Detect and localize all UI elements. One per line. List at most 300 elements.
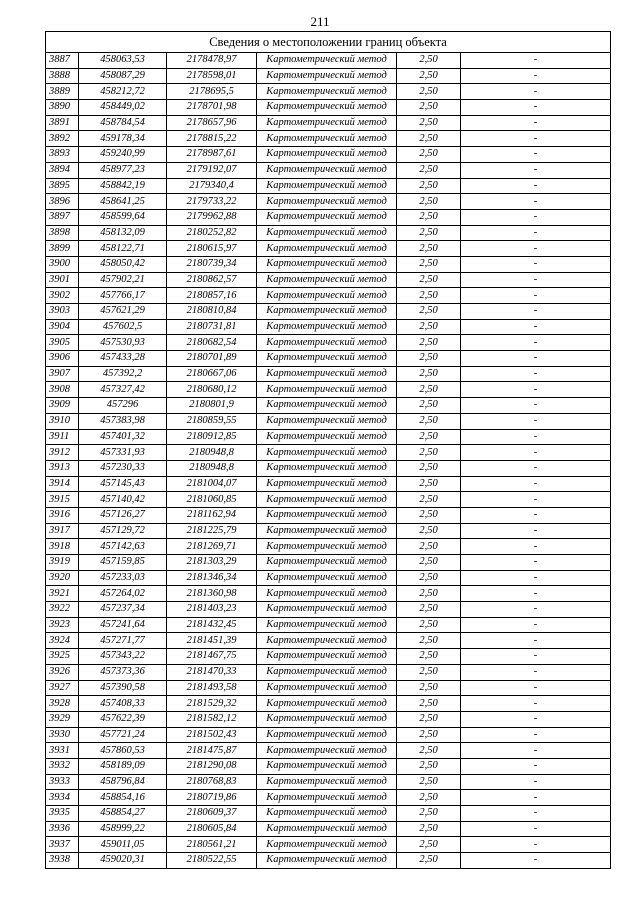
point-number-cell: 3928 xyxy=(46,696,79,712)
accuracy-cell: 2,50 xyxy=(397,711,461,727)
point-number-cell: 3888 xyxy=(46,68,79,84)
accuracy-cell: 2,50 xyxy=(397,351,461,367)
y-coordinate-cell: 2181269,71 xyxy=(167,539,257,555)
method-cell: Картометрический метод xyxy=(257,68,397,84)
description-cell: - xyxy=(461,382,611,398)
description-cell: - xyxy=(461,445,611,461)
point-number-cell: 3917 xyxy=(46,523,79,539)
y-coordinate-cell: 2181467,75 xyxy=(167,649,257,665)
table-row xyxy=(46,696,611,712)
y-coordinate-cell: 2181346,34 xyxy=(167,570,257,586)
x-coordinate-cell: 458999,22 xyxy=(79,821,167,837)
y-coordinate-cell: 2181004,07 xyxy=(167,476,257,492)
y-coordinate-cell: 2181502,43 xyxy=(167,727,257,743)
y-coordinate-cell: 2178987,61 xyxy=(167,147,257,163)
y-coordinate-cell: 2181451,39 xyxy=(167,633,257,649)
description-cell: - xyxy=(461,398,611,414)
accuracy-cell: 2,50 xyxy=(397,680,461,696)
point-number-cell: 3899 xyxy=(46,241,79,257)
point-number-cell: 3933 xyxy=(46,774,79,790)
point-number-cell: 3889 xyxy=(46,84,79,100)
x-coordinate-cell: 457230,33 xyxy=(79,460,167,476)
method-cell: Картометрический метод xyxy=(257,790,397,806)
y-coordinate-cell: 2180768,83 xyxy=(167,774,257,790)
accuracy-cell: 2,50 xyxy=(397,649,461,665)
point-number-cell: 3919 xyxy=(46,555,79,571)
method-cell: Картометрический метод xyxy=(257,84,397,100)
description-cell: - xyxy=(461,806,611,822)
method-cell: Картометрический метод xyxy=(257,633,397,649)
x-coordinate-cell: 457392,2 xyxy=(79,366,167,382)
point-number-cell: 3912 xyxy=(46,445,79,461)
table-row xyxy=(46,429,611,445)
y-coordinate-cell: 2180912,85 xyxy=(167,429,257,445)
method-cell: Картометрический метод xyxy=(257,586,397,602)
method-cell: Картометрический метод xyxy=(257,774,397,790)
table-row xyxy=(46,241,611,257)
y-coordinate-cell: 2179733,22 xyxy=(167,194,257,210)
method-cell: Картометрический метод xyxy=(257,617,397,633)
description-cell: - xyxy=(461,288,611,304)
y-coordinate-cell: 2178657,96 xyxy=(167,115,257,131)
description-cell: - xyxy=(461,853,611,869)
method-cell: Картометрический метод xyxy=(257,319,397,335)
description-cell: - xyxy=(461,225,611,241)
description-cell: - xyxy=(461,413,611,429)
accuracy-cell: 2,50 xyxy=(397,602,461,618)
accuracy-cell: 2,50 xyxy=(397,209,461,225)
y-coordinate-cell: 2180801,9 xyxy=(167,398,257,414)
method-cell: Картометрический метод xyxy=(257,351,397,367)
method-cell: Картометрический метод xyxy=(257,366,397,382)
method-cell: Картометрический метод xyxy=(257,382,397,398)
y-coordinate-cell: 2180252,82 xyxy=(167,225,257,241)
description-cell: - xyxy=(461,743,611,759)
method-cell: Картометрический метод xyxy=(257,727,397,743)
table-row xyxy=(46,617,611,633)
accuracy-cell: 2,50 xyxy=(397,115,461,131)
x-coordinate-cell: 458132,09 xyxy=(79,225,167,241)
table-row xyxy=(46,382,611,398)
table-row xyxy=(46,335,611,351)
x-coordinate-cell: 457621,29 xyxy=(79,304,167,320)
y-coordinate-cell: 2181360,98 xyxy=(167,586,257,602)
description-cell: - xyxy=(461,256,611,272)
table-row xyxy=(46,570,611,586)
y-coordinate-cell: 2180719,86 xyxy=(167,790,257,806)
y-coordinate-cell: 2181162,94 xyxy=(167,507,257,523)
point-number-cell: 3891 xyxy=(46,115,79,131)
method-cell: Картометрический метод xyxy=(257,507,397,523)
table-row xyxy=(46,539,611,555)
table-row xyxy=(46,53,611,69)
table-row xyxy=(46,131,611,147)
table-body xyxy=(46,53,611,869)
point-number-cell: 3903 xyxy=(46,304,79,320)
table-row xyxy=(46,351,611,367)
y-coordinate-cell: 2181475,87 xyxy=(167,743,257,759)
table-row xyxy=(46,853,611,869)
method-cell: Картометрический метод xyxy=(257,288,397,304)
description-cell: - xyxy=(461,100,611,116)
point-number-cell: 3936 xyxy=(46,821,79,837)
description-cell: - xyxy=(461,366,611,382)
y-coordinate-cell: 2181403,23 xyxy=(167,602,257,618)
description-cell: - xyxy=(461,304,611,320)
method-cell: Картометрический метод xyxy=(257,115,397,131)
method-cell: Картометрический метод xyxy=(257,711,397,727)
y-coordinate-cell: 2180948,8 xyxy=(167,445,257,461)
accuracy-cell: 2,50 xyxy=(397,853,461,869)
x-coordinate-cell: 458087,29 xyxy=(79,68,167,84)
table-row xyxy=(46,492,611,508)
y-coordinate-cell: 2181582,12 xyxy=(167,711,257,727)
y-coordinate-cell: 2180739,34 xyxy=(167,256,257,272)
x-coordinate-cell: 458449,02 xyxy=(79,100,167,116)
x-coordinate-cell: 458050,42 xyxy=(79,256,167,272)
x-coordinate-cell: 459020,31 xyxy=(79,853,167,869)
method-cell: Картометрический метод xyxy=(257,806,397,822)
method-cell: Картометрический метод xyxy=(257,256,397,272)
x-coordinate-cell: 457159,85 xyxy=(79,555,167,571)
method-cell: Картометрический метод xyxy=(257,304,397,320)
table-row xyxy=(46,209,611,225)
description-cell: - xyxy=(461,523,611,539)
accuracy-cell: 2,50 xyxy=(397,68,461,84)
accuracy-cell: 2,50 xyxy=(397,492,461,508)
point-number-cell: 3894 xyxy=(46,162,79,178)
description-cell: - xyxy=(461,53,611,69)
y-coordinate-cell: 2181060,85 xyxy=(167,492,257,508)
y-coordinate-cell: 2180615,97 xyxy=(167,241,257,257)
x-coordinate-cell: 458212,72 xyxy=(79,84,167,100)
accuracy-cell: 2,50 xyxy=(397,727,461,743)
accuracy-cell: 2,50 xyxy=(397,790,461,806)
point-number-cell: 3925 xyxy=(46,649,79,665)
method-cell: Картометрический метод xyxy=(257,696,397,712)
table-row xyxy=(46,774,611,790)
method-cell: Картометрический метод xyxy=(257,664,397,680)
accuracy-cell: 2,50 xyxy=(397,539,461,555)
point-number-cell: 3926 xyxy=(46,664,79,680)
description-cell: - xyxy=(461,633,611,649)
method-cell: Картометрический метод xyxy=(257,445,397,461)
y-coordinate-cell: 2178478,97 xyxy=(167,53,257,69)
table-title-row xyxy=(46,32,611,53)
description-cell: - xyxy=(461,539,611,555)
table-row xyxy=(46,743,611,759)
description-cell: - xyxy=(461,429,611,445)
method-cell: Картометрический метод xyxy=(257,821,397,837)
x-coordinate-cell: 459011,05 xyxy=(79,837,167,853)
method-cell: Картометрический метод xyxy=(257,241,397,257)
y-coordinate-cell: 2180862,57 xyxy=(167,272,257,288)
point-number-cell: 3920 xyxy=(46,570,79,586)
description-cell: - xyxy=(461,460,611,476)
point-number-cell: 3931 xyxy=(46,743,79,759)
x-coordinate-cell: 457408,33 xyxy=(79,696,167,712)
table-row xyxy=(46,476,611,492)
y-coordinate-cell: 2180680,12 xyxy=(167,382,257,398)
table-row xyxy=(46,837,611,853)
description-cell: - xyxy=(461,555,611,571)
y-coordinate-cell: 2181493,58 xyxy=(167,680,257,696)
x-coordinate-cell: 457433,28 xyxy=(79,351,167,367)
accuracy-cell: 2,50 xyxy=(397,256,461,272)
method-cell: Картометрический метод xyxy=(257,413,397,429)
boundary-coordinates-table xyxy=(45,31,611,869)
point-number-cell: 3938 xyxy=(46,853,79,869)
method-cell: Картометрический метод xyxy=(257,147,397,163)
description-cell: - xyxy=(461,319,611,335)
description-cell: - xyxy=(461,68,611,84)
table-row xyxy=(46,680,611,696)
method-cell: Картометрический метод xyxy=(257,602,397,618)
y-coordinate-cell: 2180810,84 xyxy=(167,304,257,320)
table-row xyxy=(46,256,611,272)
accuracy-cell: 2,50 xyxy=(397,633,461,649)
table-row xyxy=(46,147,611,163)
method-cell: Картометрический метод xyxy=(257,335,397,351)
accuracy-cell: 2,50 xyxy=(397,241,461,257)
accuracy-cell: 2,50 xyxy=(397,758,461,774)
table-row xyxy=(46,821,611,837)
description-cell: - xyxy=(461,272,611,288)
y-coordinate-cell: 2178701,98 xyxy=(167,100,257,116)
point-number-cell: 3901 xyxy=(46,272,79,288)
table-row xyxy=(46,523,611,539)
point-number-cell: 3922 xyxy=(46,602,79,618)
description-cell: - xyxy=(461,649,611,665)
table-row xyxy=(46,162,611,178)
description-cell: - xyxy=(461,115,611,131)
method-cell: Картометрический метод xyxy=(257,131,397,147)
method-cell: Картометрический метод xyxy=(257,476,397,492)
y-coordinate-cell: 2179340,4 xyxy=(167,178,257,194)
accuracy-cell: 2,50 xyxy=(397,445,461,461)
point-number-cell: 3907 xyxy=(46,366,79,382)
description-cell: - xyxy=(461,758,611,774)
point-number-cell: 3904 xyxy=(46,319,79,335)
description-cell: - xyxy=(461,664,611,680)
description-cell: - xyxy=(461,774,611,790)
point-number-cell: 3897 xyxy=(46,209,79,225)
method-cell: Картометрический метод xyxy=(257,492,397,508)
accuracy-cell: 2,50 xyxy=(397,743,461,759)
point-number-cell: 3905 xyxy=(46,335,79,351)
x-coordinate-cell: 457142,63 xyxy=(79,539,167,555)
accuracy-cell: 2,50 xyxy=(397,272,461,288)
x-coordinate-cell: 458977,23 xyxy=(79,162,167,178)
y-coordinate-cell: 2181225,79 xyxy=(167,523,257,539)
x-coordinate-cell: 457902,21 xyxy=(79,272,167,288)
x-coordinate-cell: 457145,43 xyxy=(79,476,167,492)
y-coordinate-cell: 2180522,55 xyxy=(167,853,257,869)
point-number-cell: 3935 xyxy=(46,806,79,822)
y-coordinate-cell: 2181303,29 xyxy=(167,555,257,571)
y-coordinate-cell: 2179192,07 xyxy=(167,162,257,178)
y-coordinate-cell: 2180561,21 xyxy=(167,837,257,853)
method-cell: Картометрический метод xyxy=(257,680,397,696)
accuracy-cell: 2,50 xyxy=(397,821,461,837)
point-number-cell: 3929 xyxy=(46,711,79,727)
description-cell: - xyxy=(461,821,611,837)
method-cell: Картометрический метод xyxy=(257,194,397,210)
method-cell: Картометрический метод xyxy=(257,649,397,665)
accuracy-cell: 2,50 xyxy=(397,382,461,398)
point-number-cell: 3910 xyxy=(46,413,79,429)
description-cell: - xyxy=(461,570,611,586)
x-coordinate-cell: 457390,58 xyxy=(79,680,167,696)
x-coordinate-cell: 457237,34 xyxy=(79,602,167,618)
point-number-cell: 3896 xyxy=(46,194,79,210)
table-row xyxy=(46,304,611,320)
y-coordinate-cell: 2178815,22 xyxy=(167,131,257,147)
accuracy-cell: 2,50 xyxy=(397,178,461,194)
description-cell: - xyxy=(461,617,611,633)
y-coordinate-cell: 2179962,88 xyxy=(167,209,257,225)
point-number-cell: 3900 xyxy=(46,256,79,272)
method-cell: Картометрический метод xyxy=(257,429,397,445)
table-row xyxy=(46,272,611,288)
table-row xyxy=(46,115,611,131)
description-cell: - xyxy=(461,178,611,194)
accuracy-cell: 2,50 xyxy=(397,319,461,335)
accuracy-cell: 2,50 xyxy=(397,304,461,320)
description-cell: - xyxy=(461,476,611,492)
point-number-cell: 3932 xyxy=(46,758,79,774)
y-coordinate-cell: 2180605,84 xyxy=(167,821,257,837)
accuracy-cell: 2,50 xyxy=(397,398,461,414)
x-coordinate-cell: 457129,72 xyxy=(79,523,167,539)
description-cell: - xyxy=(461,209,611,225)
x-coordinate-cell: 457622,39 xyxy=(79,711,167,727)
x-coordinate-cell: 458854,27 xyxy=(79,806,167,822)
point-number-cell: 3906 xyxy=(46,351,79,367)
description-cell: - xyxy=(461,84,611,100)
accuracy-cell: 2,50 xyxy=(397,774,461,790)
method-cell: Картометрический метод xyxy=(257,272,397,288)
description-cell: - xyxy=(461,162,611,178)
table-row xyxy=(46,319,611,335)
y-coordinate-cell: 2178598,01 xyxy=(167,68,257,84)
accuracy-cell: 2,50 xyxy=(397,507,461,523)
x-coordinate-cell: 457766,17 xyxy=(79,288,167,304)
table-row xyxy=(46,84,611,100)
x-coordinate-cell: 457140,42 xyxy=(79,492,167,508)
table-row xyxy=(46,758,611,774)
accuracy-cell: 2,50 xyxy=(397,806,461,822)
accuracy-cell: 2,50 xyxy=(397,366,461,382)
x-coordinate-cell: 458854,16 xyxy=(79,790,167,806)
y-coordinate-cell: 2180857,16 xyxy=(167,288,257,304)
point-number-cell: 3921 xyxy=(46,586,79,602)
accuracy-cell: 2,50 xyxy=(397,288,461,304)
accuracy-cell: 2,50 xyxy=(397,617,461,633)
table-row xyxy=(46,100,611,116)
description-cell: - xyxy=(461,194,611,210)
point-number-cell: 3893 xyxy=(46,147,79,163)
table-row xyxy=(46,460,611,476)
method-cell: Картометрический метод xyxy=(257,853,397,869)
x-coordinate-cell: 458784,54 xyxy=(79,115,167,131)
accuracy-cell: 2,50 xyxy=(397,460,461,476)
table-row xyxy=(46,288,611,304)
method-cell: Картометрический метод xyxy=(257,225,397,241)
point-number-cell: 3895 xyxy=(46,178,79,194)
x-coordinate-cell: 457271,77 xyxy=(79,633,167,649)
point-number-cell: 3887 xyxy=(46,53,79,69)
description-cell: - xyxy=(461,351,611,367)
description-cell: - xyxy=(461,790,611,806)
y-coordinate-cell: 2180609,37 xyxy=(167,806,257,822)
x-coordinate-cell: 457241,64 xyxy=(79,617,167,633)
table-row xyxy=(46,366,611,382)
description-cell: - xyxy=(461,711,611,727)
table-row xyxy=(46,194,611,210)
accuracy-cell: 2,50 xyxy=(397,664,461,680)
point-number-cell: 3916 xyxy=(46,507,79,523)
x-coordinate-cell: 458641,25 xyxy=(79,194,167,210)
table-row xyxy=(46,586,611,602)
y-coordinate-cell: 2181529,32 xyxy=(167,696,257,712)
method-cell: Картометрический метод xyxy=(257,555,397,571)
x-coordinate-cell: 458189,09 xyxy=(79,758,167,774)
table-row xyxy=(46,555,611,571)
point-number-cell: 3927 xyxy=(46,680,79,696)
table-row xyxy=(46,398,611,414)
x-coordinate-cell: 458599,64 xyxy=(79,209,167,225)
y-coordinate-cell: 2180682,54 xyxy=(167,335,257,351)
accuracy-cell: 2,50 xyxy=(397,335,461,351)
table-row xyxy=(46,178,611,194)
x-coordinate-cell: 459178,34 xyxy=(79,131,167,147)
point-number-cell: 3937 xyxy=(46,837,79,853)
table-row xyxy=(46,413,611,429)
point-number-cell: 3923 xyxy=(46,617,79,633)
accuracy-cell: 2,50 xyxy=(397,837,461,853)
table-row xyxy=(46,445,611,461)
y-coordinate-cell: 2180948,8 xyxy=(167,460,257,476)
description-cell: - xyxy=(461,696,611,712)
x-coordinate-cell: 459240,99 xyxy=(79,147,167,163)
table-row xyxy=(46,68,611,84)
method-cell: Картометрический метод xyxy=(257,758,397,774)
x-coordinate-cell: 457327,42 xyxy=(79,382,167,398)
description-cell: - xyxy=(461,335,611,351)
y-coordinate-cell: 2181432,45 xyxy=(167,617,257,633)
x-coordinate-cell: 457296 xyxy=(79,398,167,414)
point-number-cell: 3911 xyxy=(46,429,79,445)
table-row xyxy=(46,649,611,665)
point-number-cell: 3898 xyxy=(46,225,79,241)
y-coordinate-cell: 2181290,08 xyxy=(167,758,257,774)
x-coordinate-cell: 457331,93 xyxy=(79,445,167,461)
point-number-cell: 3930 xyxy=(46,727,79,743)
method-cell: Картометрический метод xyxy=(257,209,397,225)
x-coordinate-cell: 457602,5 xyxy=(79,319,167,335)
accuracy-cell: 2,50 xyxy=(397,194,461,210)
method-cell: Картометрический метод xyxy=(257,837,397,853)
table-row xyxy=(46,806,611,822)
x-coordinate-cell: 457233,03 xyxy=(79,570,167,586)
accuracy-cell: 2,50 xyxy=(397,523,461,539)
accuracy-cell: 2,50 xyxy=(397,476,461,492)
accuracy-cell: 2,50 xyxy=(397,131,461,147)
description-cell: - xyxy=(461,680,611,696)
accuracy-cell: 2,50 xyxy=(397,53,461,69)
method-cell: Картометрический метод xyxy=(257,53,397,69)
